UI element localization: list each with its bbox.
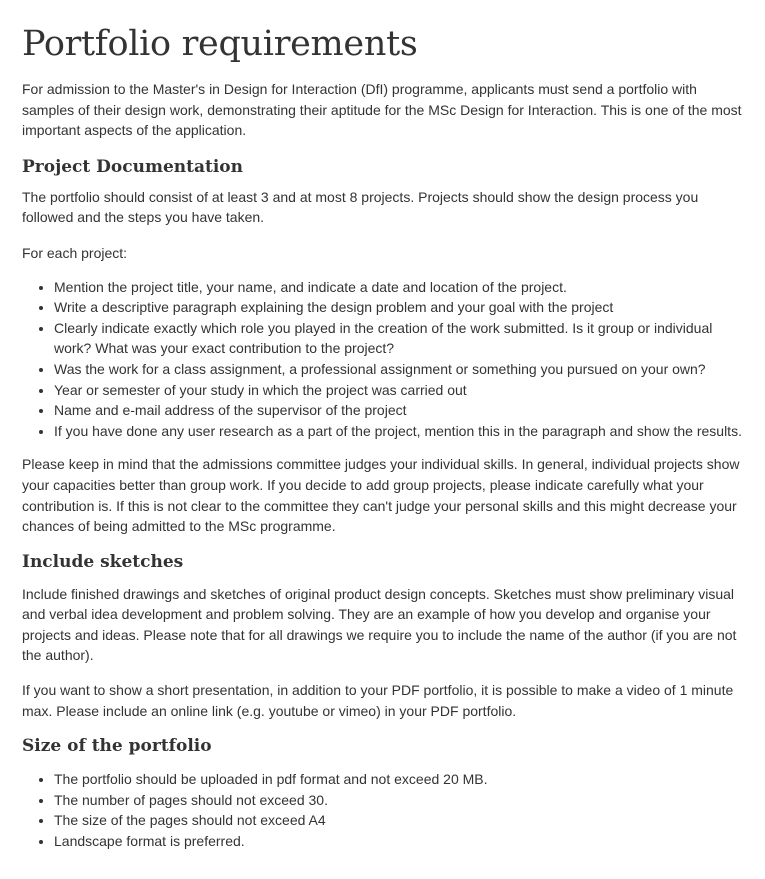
portfolio-size-list bbox=[22, 769, 743, 851]
list-item: • Name and e-mail address of the supervisor of the project bbox=[54, 400, 743, 421]
list-item: • If you have done any user research as a part of the project, mention this in the paragraph and show the results. bbox=[54, 421, 743, 442]
sketches-paragraph: Include finished drawings and sketches of original product design concepts. Sketches must show preliminary visual and verbal idea development and problem solving. They are an example of how you develop and organise your projects and ideas. Please note that for all drawings we require you to include the name of the author (if you are not the author). bbox=[22, 585, 737, 664]
list-item: • Write a descriptive paragraph explaining the design problem and your goal with the project bbox=[54, 297, 743, 318]
list-item: • The number of pages should not exceed 30. bbox=[54, 790, 743, 811]
list-item: • Year or semester of your study in which the project was carried out bbox=[54, 380, 743, 401]
for-each-project-label: For each project: bbox=[22, 244, 128, 261]
project-requirements-list bbox=[22, 277, 743, 442]
project-documentation-heading: Project Documentation bbox=[22, 156, 243, 177]
include-sketches-heading: Include sketches bbox=[22, 551, 184, 572]
list-item: • Landscape format is preferred. bbox=[54, 831, 743, 852]
page-content bbox=[0, 24, 765, 852]
individual-skills-paragraph: Please keep in mind that the admissions committee judges your individual skills. In general, individual projects show your capacities better than group work. If you decide to add group projects, please indicate carefully what your contribution is. If this is not clear to the committee they can't judge your personal skills and this might decrease your chances of being admitted to the MSc programme. bbox=[22, 456, 740, 535]
list-item: • Mention the project title, your name, and indicate a date and location of the project. bbox=[54, 277, 743, 298]
project-count-paragraph: The portfolio should consist of at least 3 and at most 8 projects. Projects should show the design process you followed and the steps you have taken. bbox=[22, 188, 699, 226]
intro-paragraph: For admission to the Master's in Design for Interaction (DfI) programme, applicants must send a portfolio with samples of their design work, demonstrating their aptitude for the MSc Design for Interaction. This is one of the most important aspects of the application. bbox=[22, 81, 742, 139]
list-item: • Clearly indicate exactly which role you played in the creation of the work submitted. Is it group or individual work? What was your exact contribution to the project? bbox=[54, 318, 743, 359]
list-item: • The size of the pages should not exceed A4 bbox=[54, 810, 743, 831]
list-item: • Was the work for a class assignment, a professional assignment or something you pursued on your own? bbox=[54, 359, 743, 380]
portfolio-size-heading: Size of the portfolio bbox=[22, 736, 212, 757]
page-title: Portfolio requirements bbox=[22, 24, 418, 64]
video-paragraph: If you want to show a short presentation, in addition to your PDF portfolio, it is possible to make a video of 1 minute max. Please include an online link (e.g. youtube or vimeo) in your PDF portfolio. bbox=[22, 682, 734, 719]
list-item: • The portfolio should be uploaded in pdf format and not exceed 20 MB. bbox=[54, 769, 743, 790]
